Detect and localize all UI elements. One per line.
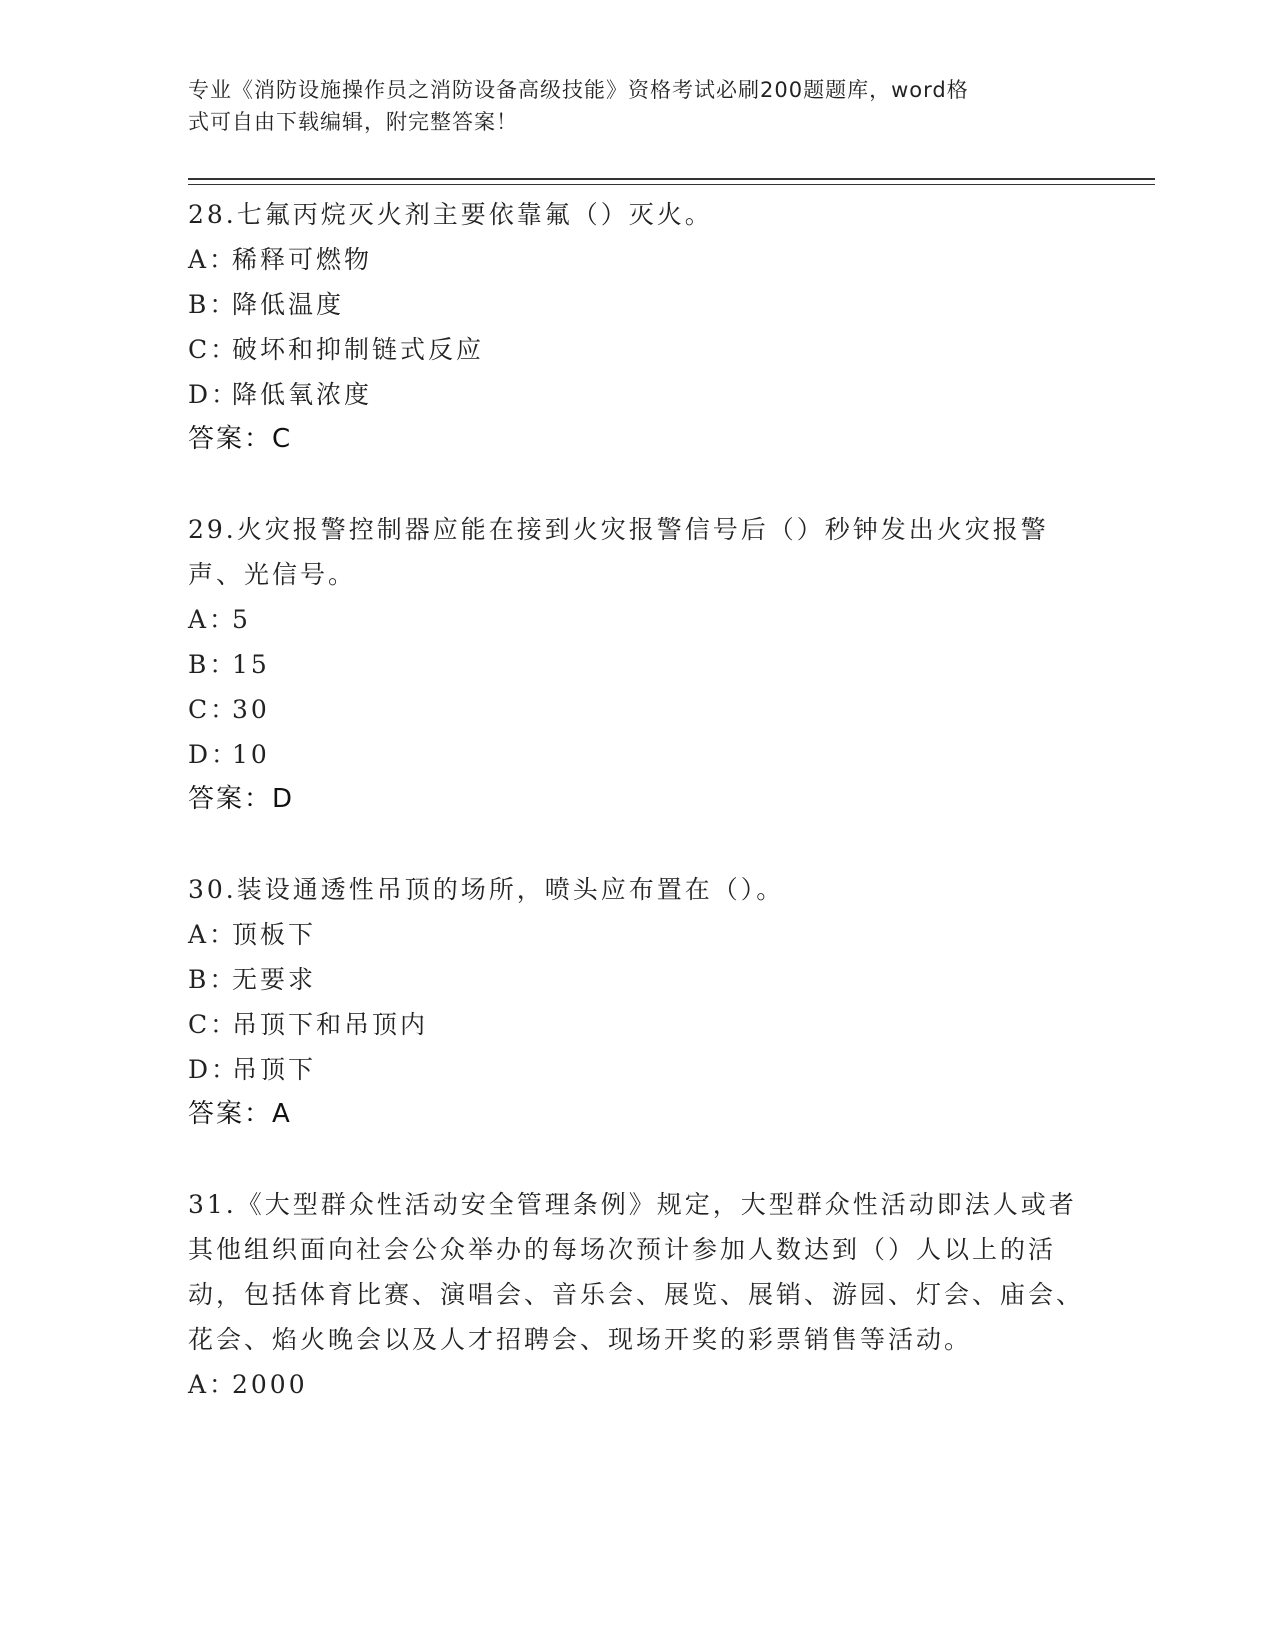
question-stem: 29.火灾报警控制器应能在接到火灾报警信号后（）秒钟发出火灾报警声、光信号。 (188, 515, 1049, 589)
option-d (188, 372, 1088, 417)
option-text: 降低温度 (232, 290, 345, 319)
answer-line: 答案：A (188, 1099, 292, 1129)
option-letter: B： (188, 965, 238, 994)
option-a (188, 597, 1088, 642)
answer-line: 答案：C (188, 424, 293, 454)
option-text: 15 (232, 650, 270, 679)
option-letter: D： (188, 740, 240, 769)
option-text: 无要求 (232, 965, 317, 994)
question-29 (188, 507, 1088, 822)
question-30 (188, 867, 1088, 1137)
question-list (188, 192, 1088, 1452)
option-letter: C： (188, 695, 239, 724)
option-c (188, 1002, 1088, 1047)
option-letter: B： (188, 650, 238, 679)
option-text: 破坏和抑制链式反应 (232, 335, 485, 364)
option-letter: A： (188, 605, 238, 634)
option-text: 吊顶下 (232, 1055, 317, 1084)
option-c (188, 327, 1088, 372)
document-header (188, 74, 1068, 138)
header-line-1: 专业《消防设施操作员之消防设备高级技能》资格考试必刷200题题库，word格 (188, 78, 969, 102)
option-text: 稀释可燃物 (232, 245, 373, 274)
option-b (188, 642, 1088, 687)
header-divider-thin (188, 184, 1155, 185)
question-stem: 31.《大型群众性活动安全管理条例》规定，大型群众性活动即法人或者其他组织面向社会公众举办的每场次预计参加人数达到（）人以上的活动，包括体育比赛、演唱会、音乐会、展览、展销、游园、灯会、庙会、花会、焰火晚会以及人才招聘会、现场开奖的彩票销售等活动。 (188, 1190, 1085, 1354)
option-letter: C： (188, 1010, 239, 1039)
option-text: 顶板下 (232, 920, 317, 949)
question-stem: 28.七氟丙烷灭火剂主要依靠氟（）灭火。 (188, 200, 713, 229)
option-letter: A： (188, 1370, 238, 1399)
option-letter: C： (188, 335, 239, 364)
option-text: 吊顶下和吊顶内 (232, 1010, 429, 1039)
option-text: 降低氧浓度 (232, 380, 373, 409)
option-text: 2000 (232, 1370, 308, 1399)
header-divider-thick (188, 178, 1155, 180)
option-letter: D： (188, 1055, 240, 1084)
option-c (188, 687, 1088, 732)
option-b (188, 282, 1088, 327)
option-d (188, 1047, 1088, 1092)
question-31 (188, 1182, 1088, 1407)
option-d (188, 732, 1088, 777)
option-letter: B： (188, 290, 238, 319)
option-text: 30 (232, 695, 270, 724)
question-stem: 30.装设通透性吊顶的场所，喷头应布置在（）。 (188, 875, 785, 904)
option-text: 5 (232, 605, 251, 634)
option-b (188, 957, 1088, 1002)
header-line-2: 式可自由下载编辑，附完整答案！ (188, 110, 518, 134)
option-a (188, 237, 1088, 282)
option-a (188, 912, 1088, 957)
answer-line: 答案：D (188, 784, 295, 814)
option-a (188, 1362, 1088, 1407)
question-28 (188, 192, 1088, 462)
option-text: 10 (232, 740, 270, 769)
option-letter: A： (188, 245, 238, 274)
option-letter: D： (188, 380, 240, 409)
option-letter: A： (188, 920, 238, 949)
